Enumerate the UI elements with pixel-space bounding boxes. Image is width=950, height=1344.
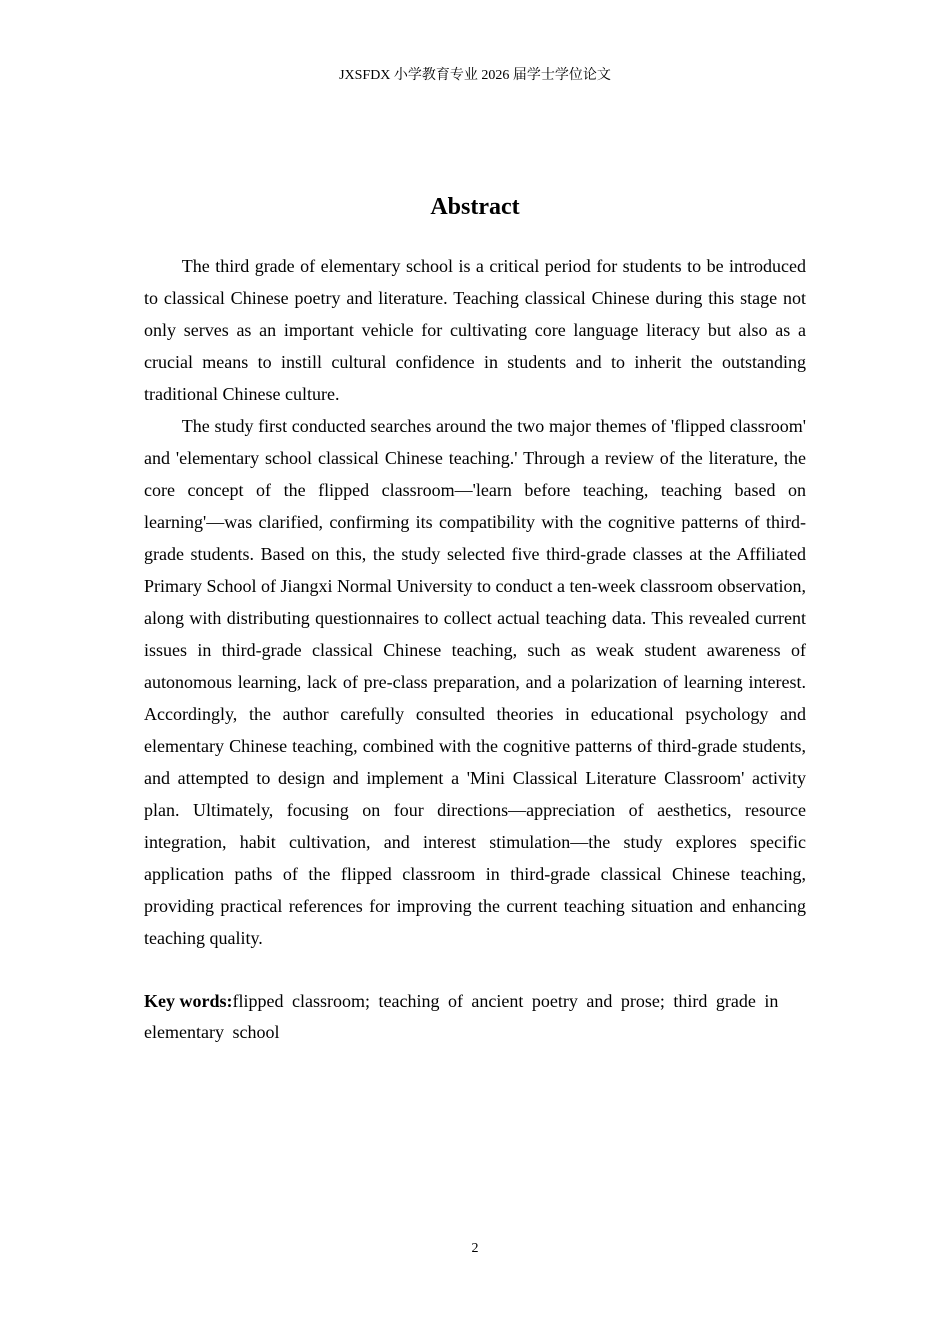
abstract-paragraph-1: The third grade of elementary school is a critical period for students to be introduced to classical Chinese poetry and literature. Teaching classical Chinese during this stage not only serves as an important vehicle for cultivating core language literacy but also as a crucial means to instill cultural confidence in students and to inherit the outstanding traditional Chinese culture. [144, 256, 806, 404]
abstract-title: Abstract [430, 194, 520, 220]
running-header: JXSFDX 小学教育专业 2026 届学士学位论文 [339, 68, 611, 83]
keywords-line [144, 986, 806, 1048]
abstract-paragraph-2: The study first conducted searches around the two major themes of 'flipped classroom' and 'elementary school classical Chinese teaching.' Through a review of the literature, the core concept of the flipped classroom—'learn before teaching, teaching based on learning'—was clarified, confirming its compatibility with the cognitive patterns of third-grade students. Based on this, the study selected five third-grade classes at the Affiliated Primary School of Jiangxi Normal University to conduct a ten-week classroom observation, along with distributing questionnaires to collect actual teaching data. This revealed current issues in third-grade classical Chinese teaching, such as weak student awareness of autonomous learning, lack of pre-class preparation, and a polarization of learning interest. Accordingly, the author carefully consulted theories in educational psychology and elementary Chinese teaching, combined with the cognitive patterns of third-grade students, and attempted to design and implement a 'Mini Classical Literature Classroom' activity plan. Ultimately, focusing on four directions—appreciation of aesthetics, resource integration, habit cultivation, and interest stimulation—the study explores specific application paths of the flipped classroom in third-grade classical Chinese teaching, providing practical references for improving the current teaching situation and enhancing teaching quality. [144, 416, 806, 948]
abstract-section [144, 190, 806, 1048]
keywords-label: Key words: [144, 991, 233, 1011]
keywords-text: flipped classroom; teaching of ancient poetry and prose; third grade in elementary school [144, 991, 779, 1042]
page-number: 2 [471, 1241, 479, 1256]
